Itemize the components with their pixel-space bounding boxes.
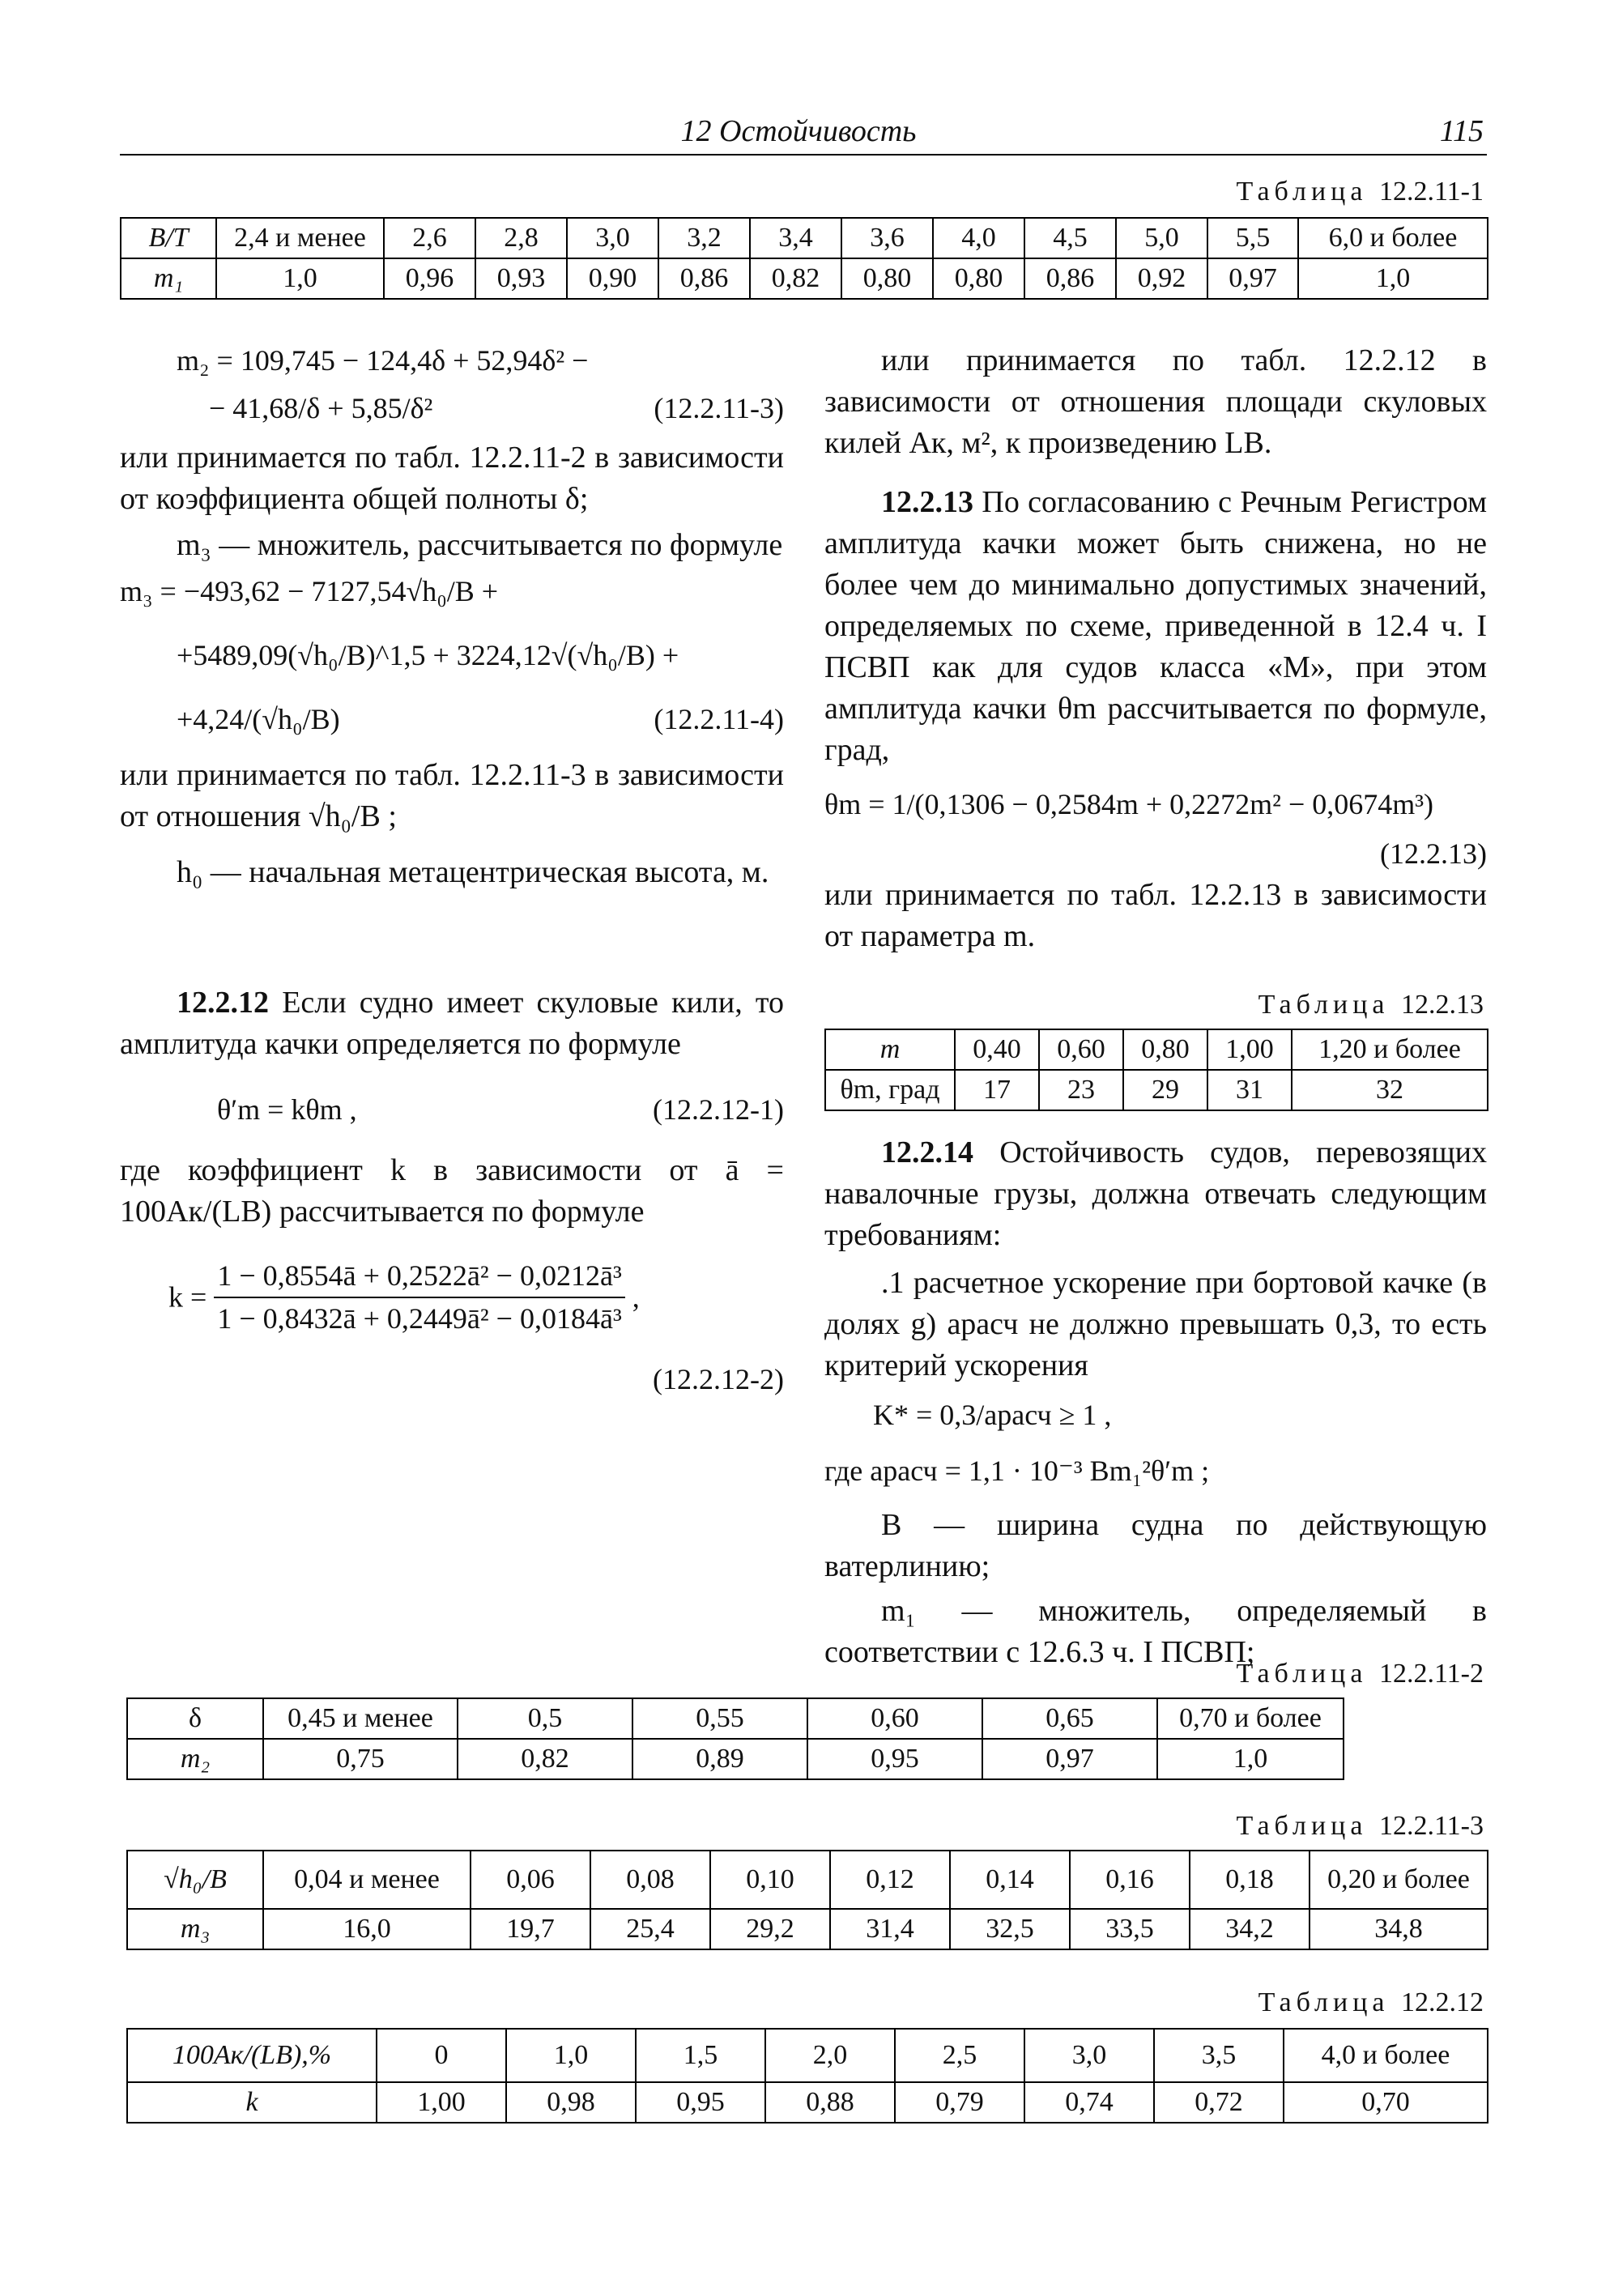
table-cell: 2,4 и менее — [216, 218, 384, 258]
table-cell: 0,45 и менее — [263, 1698, 458, 1739]
paragraph: m₁ — множитель, определяемый в соответствии с 12.6.3 ч. I ПСВП; — [824, 1594, 1487, 1669]
table-cell: 2,8 — [475, 218, 567, 258]
table-cell: 0,80 — [933, 258, 1024, 299]
section-12-2-12 — [120, 982, 784, 1065]
table-row — [121, 218, 1488, 258]
table-cell: 4,0 и более — [1284, 2029, 1488, 2082]
table-cell: 5,0 — [1116, 218, 1207, 258]
table-cell: 16,0 — [263, 1909, 471, 1949]
fraction — [214, 1255, 624, 1340]
table-cell: 0,70 — [1284, 2082, 1488, 2123]
table-cell: 0,98 — [506, 2082, 636, 2123]
table-cell: 2,6 — [384, 218, 475, 258]
formula-comma: , — [632, 1280, 640, 1314]
table-cell: 0,10 — [710, 1851, 830, 1909]
formula-m2-line1: m₂ = 109,745 − 124,4δ + 52,94δ² − — [177, 344, 589, 377]
formula-m3-line2: +5489,09(√h₀/B)^1,5 + 3224,12√(√h₀/B) + — [177, 639, 679, 671]
table-cell: 29,2 — [710, 1909, 830, 1949]
section-number: 12.2.14 — [881, 1135, 973, 1169]
table-cell: 0,79 — [895, 2082, 1024, 2123]
section-12-2-13 — [824, 482, 1487, 771]
row-label: θm, град — [825, 1070, 955, 1110]
table-cell: 3,5 — [1154, 2029, 1284, 2082]
formula-k — [120, 1255, 784, 1340]
row-label: k — [127, 2082, 377, 2123]
table-cell: 3,4 — [750, 218, 841, 258]
table-cell: 0,75 — [263, 1739, 458, 1779]
table-cell: 0,12 — [830, 1851, 950, 1909]
table-cell: 5,5 — [1207, 218, 1298, 258]
table-cell: 23 — [1039, 1070, 1123, 1110]
paragraph: или принимается по табл. 12.2.12 в зависимости от отношения площади скуловых килей Aк, м², к произведению LB. — [824, 343, 1487, 460]
table-cell: 0,82 — [458, 1739, 632, 1779]
formula-number: (12.2.11-3) — [654, 392, 784, 424]
table-cell: 4,5 — [1024, 218, 1116, 258]
table-cell: 0,86 — [1024, 258, 1116, 299]
row-label: m₁ — [121, 258, 216, 299]
table-row — [127, 1909, 1488, 1949]
table-cell: 3,0 — [1024, 2029, 1154, 2082]
table-cell: 31,4 — [830, 1909, 950, 1949]
header-rule — [120, 154, 1487, 155]
table-cell: 34,8 — [1310, 1909, 1488, 1949]
table-row — [127, 1851, 1488, 1909]
table-cell: 0,55 — [632, 1698, 807, 1739]
row-label: δ — [127, 1698, 263, 1739]
formula-K: K* = 0,3/aрасч ≥ 1 , — [873, 1399, 1112, 1431]
page-number: 115 — [1439, 114, 1484, 148]
formula-number: (12.2.11-4) — [654, 703, 784, 735]
table-cell: 0,70 и более — [1157, 1698, 1344, 1739]
row-label: m₂ — [127, 1739, 263, 1779]
table-cell: 0,95 — [807, 1739, 982, 1779]
table-cell: 0,04 и менее — [263, 1851, 471, 1909]
table-row — [121, 258, 1488, 299]
section-text: Если судно имеет скуловые кили, то амплитуда качки определяется по формуле — [120, 986, 784, 1061]
table-cell: 2,5 — [895, 2029, 1024, 2082]
formula-k-lhs: k = — [168, 1280, 207, 1314]
table-cell: 34,2 — [1190, 1909, 1310, 1949]
table-cell: 0,08 — [590, 1851, 710, 1909]
row-label: m₃ — [127, 1909, 263, 1949]
table-cell: 32,5 — [950, 1909, 1070, 1949]
table-cell: 0,86 — [658, 258, 750, 299]
table-caption-12-2-13 — [1258, 990, 1484, 1020]
caption-word: Таблица — [1236, 177, 1368, 207]
table-cell: 1,5 — [636, 2029, 765, 2082]
table-cell: 19,7 — [471, 1909, 590, 1949]
table-cell: 2,0 — [765, 2029, 895, 2082]
formula-theta-prime — [120, 1089, 784, 1131]
table-cell: 17 — [955, 1070, 1039, 1110]
section-text: По согласованию с Речным Регистром амплитуда качки может быть снижена, но не более чем до минимально допустимых значений, определяемых по схеме, приведенной в 12.4 ч. I ПСВП как для судов класса «М», при этом амплитуда качки θm рассчитывается по формуле, град, — [824, 485, 1488, 767]
table-cell: 29 — [1123, 1070, 1207, 1110]
table-cell: 0,60 — [1039, 1029, 1123, 1070]
table-cell: 31 — [1207, 1070, 1292, 1110]
section-12-2-14 — [824, 1132, 1487, 1256]
table-cell: 0,97 — [982, 1739, 1157, 1779]
caption-number: 12.2.13 — [1401, 990, 1484, 1020]
right-column — [824, 340, 1487, 957]
table-cell: 1,0 — [1157, 1739, 1344, 1779]
right-column-part2 — [824, 1132, 1487, 1673]
table-cell: 0,20 и более — [1310, 1851, 1488, 1909]
table-12-2-12 — [126, 2028, 1488, 2123]
row-label: B/T — [121, 218, 216, 258]
formula-m3-line3 — [120, 699, 784, 740]
table-caption-12-2-11-1 — [1237, 177, 1484, 207]
running-header-title: 12 Остойчивость — [680, 114, 917, 148]
table-cell: 3,6 — [841, 218, 933, 258]
table-cell: 0,18 — [1190, 1851, 1310, 1909]
table-cell: 0,96 — [384, 258, 475, 299]
table-caption-12-2-12 — [1258, 1987, 1484, 2018]
table-cell: 1,00 — [1207, 1029, 1292, 1070]
table-12-2-11-3 — [126, 1850, 1488, 1950]
left-column — [120, 340, 784, 1400]
table-cell: 0,06 — [471, 1851, 590, 1909]
table-cell: 0,16 — [1070, 1851, 1190, 1909]
fraction-denominator: 1 − 0,8432ā + 0,2449ā² − 0,0184ā³ — [217, 1302, 622, 1335]
table-cell: 0,14 — [950, 1851, 1070, 1909]
table-cell: 0,80 — [1123, 1029, 1207, 1070]
formula-number: (12.2.13) — [1380, 837, 1487, 870]
table-cell: 33,5 — [1070, 1909, 1190, 1949]
paragraph: B — ширина судна по действующую ватерлинию; — [824, 1508, 1487, 1583]
table-cell: 1,0 — [216, 258, 384, 299]
table-cell: 0 — [377, 2029, 506, 2082]
row-label: m — [825, 1029, 955, 1070]
formula-number: (12.2.12-2) — [653, 1363, 784, 1395]
table-row — [825, 1029, 1488, 1070]
table-cell: 0,65 — [982, 1698, 1157, 1739]
table-cell: 0,97 — [1207, 258, 1298, 299]
caption-word: Таблица — [1258, 1987, 1390, 2017]
table-cell: 0,74 — [1024, 2082, 1154, 2123]
row-label: √h₀/B — [127, 1851, 263, 1909]
section-number: 12.2.12 — [177, 986, 269, 1020]
list-item: .1 расчетное ускорение при бортовой качке (в долях g) aрасч не должно превышать 0,3, то есть критерий ускорения — [824, 1266, 1487, 1382]
paragraph: где коэффициент k в зависимости от ā = 100Aк/(LB) рассчитывается по формуле — [120, 1153, 784, 1229]
paragraph: или принимается по табл. 12.2.13 в зависимости от параметра m. — [824, 878, 1487, 953]
table-cell: 0,88 — [765, 2082, 895, 2123]
table-cell: 0,72 — [1154, 2082, 1284, 2123]
table-cell: 0,93 — [475, 258, 567, 299]
caption-number: 12.2.11-1 — [1378, 177, 1484, 207]
table-caption-12-2-11-2 — [1237, 1659, 1484, 1689]
table-cell: 0,90 — [567, 258, 658, 299]
formula-m2-line2 — [120, 388, 784, 429]
table-cell: 25,4 — [590, 1909, 710, 1949]
caption-word: Таблица — [1258, 990, 1390, 1020]
formula-theta-m: θm = 1/(0,1306 − 0,2584m + 0,2272m² − 0,0674m³) — [824, 788, 1434, 820]
section-number: 12.2.13 — [881, 485, 973, 519]
table-cell: 0,82 — [750, 258, 841, 299]
table-row — [825, 1070, 1488, 1110]
table-cell: 1,0 — [506, 2029, 636, 2082]
table-row — [127, 2082, 1488, 2123]
table-cell: 0,89 — [632, 1739, 807, 1779]
table-cell: 0,95 — [636, 2082, 765, 2123]
table-cell: 1,0 — [1298, 258, 1488, 299]
formula-text: θ′m = kθm , — [217, 1093, 357, 1126]
paragraph: или принимается по табл. 12.2.11-2 в зависимости от коэффициента общей полноты δ; — [120, 441, 784, 516]
paragraph: или принимается по табл. 12.2.11-3 в зависимости от отношения √h₀/B ; — [120, 758, 784, 833]
table-row — [127, 1698, 1488, 1739]
table-12-2-11-1 — [120, 217, 1488, 300]
caption-word: Таблица — [1236, 1811, 1368, 1841]
formula-text: − 41,68/δ + 5,85/δ² — [209, 392, 433, 424]
caption-word: Таблица — [1236, 1659, 1368, 1689]
formula-number: (12.2.12-1) — [653, 1093, 784, 1126]
table-cell: 0,80 — [841, 258, 933, 299]
table-cell: 0,40 — [955, 1029, 1039, 1070]
table-cell: 1,20 и более — [1292, 1029, 1488, 1070]
paragraph: m₃ — множитель, рассчитывается по формуле — [177, 528, 783, 562]
formula-m3-line1: m₃ = −493,62 − 7127,54√h₀/B + — [120, 575, 499, 607]
table-cell: 3,2 — [658, 218, 750, 258]
row-label: 100Aк/(LB),% — [127, 2029, 377, 2082]
table-row — [127, 2029, 1488, 2082]
formula-text: +4,24/(√h₀/B) — [177, 703, 340, 735]
table-12-2-11-2 — [126, 1698, 1488, 1780]
section-text: Остойчивость судов, перевозящих навалочные грузы, должна отвечать следующим требованиям: — [824, 1135, 1488, 1252]
table-cell: 32 — [1292, 1070, 1488, 1110]
table-cell: 6,0 и более — [1298, 218, 1488, 258]
paragraph: h₀ — начальная метацентрическая высота, м. — [177, 855, 769, 889]
table-cell: 0,5 — [458, 1698, 632, 1739]
table-cell: 1,00 — [377, 2082, 506, 2123]
table-cell: 0,60 — [807, 1698, 982, 1739]
caption-number: 12.2.11-3 — [1378, 1811, 1484, 1841]
table-cell: 3,0 — [567, 218, 658, 258]
caption-number: 12.2.11-2 — [1378, 1659, 1484, 1689]
table-row — [127, 1739, 1488, 1779]
caption-number: 12.2.12 — [1401, 1987, 1484, 2017]
table-cell: 0,92 — [1116, 258, 1207, 299]
table-caption-12-2-11-3 — [1237, 1811, 1484, 1842]
table-cell: 4,0 — [933, 218, 1024, 258]
table-12-2-13 — [824, 1029, 1488, 1111]
formula-a-rasch: где aрасч = 1,1 · 10⁻³ Bm₁²θ′m ; — [824, 1455, 1210, 1487]
fraction-numerator: 1 − 0,8554ā + 0,2522ā² − 0,0212ā³ — [214, 1255, 624, 1298]
